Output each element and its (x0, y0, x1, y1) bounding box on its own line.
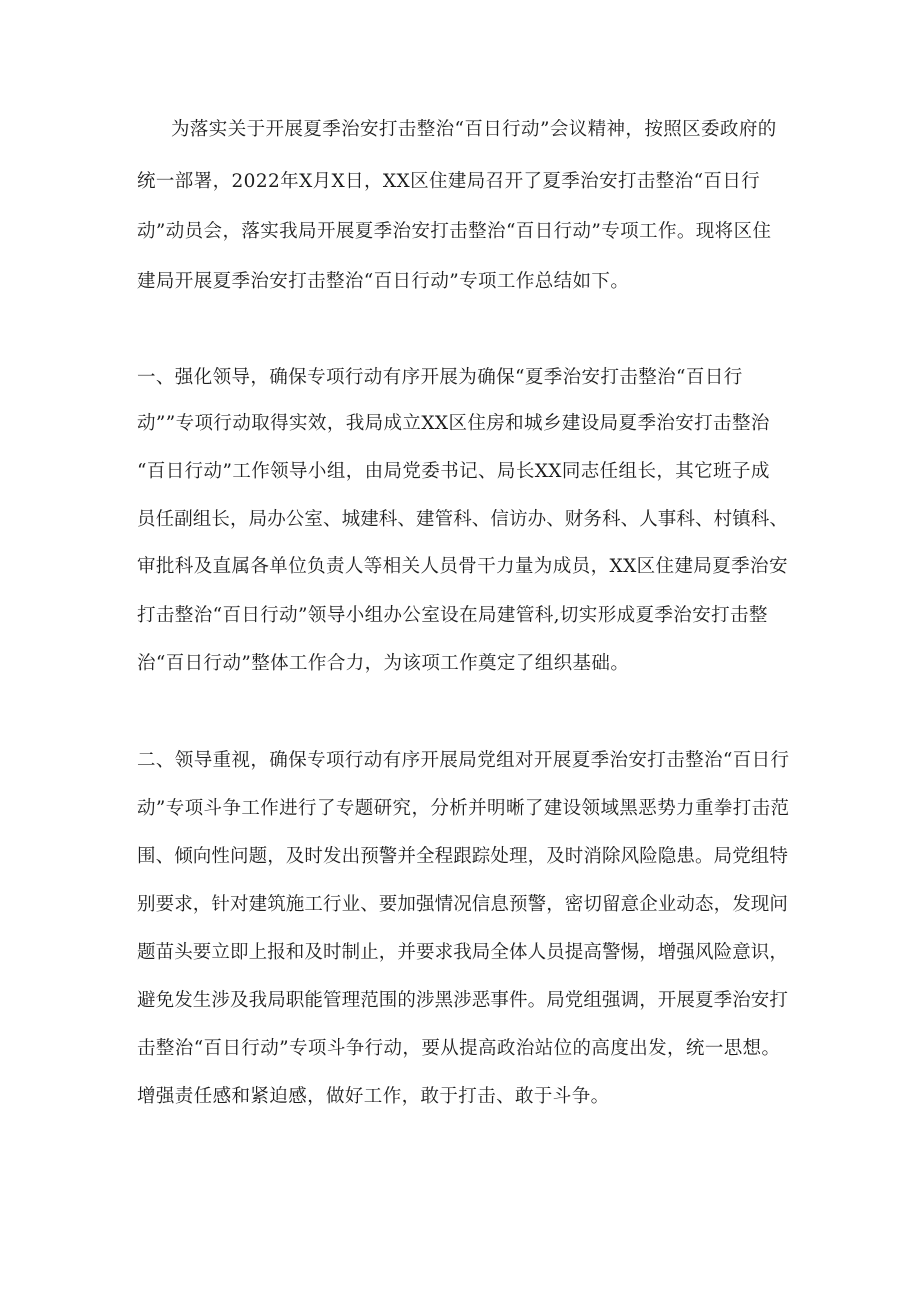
paragraph-2-line-7: 治“百日行动”整体工作合力，为该项工作奠定了组织基础。 (137, 653, 630, 674)
paragraph-3-line-1: 二、领导重视，确保专项行动有序开展局党组对开展夏季治安打击整治“百日行 (137, 750, 790, 771)
paragraph-1-line-4: 建局开展夏季治安打击整治“百日行动”专项工作总结如下。 (137, 271, 630, 292)
paragraph-3-line-2: 动”专项斗争工作进行了专题研究，分析并明晰了建设领域黑恶势力重拳打击范 (137, 798, 790, 819)
paragraph-3-line-3: 围、倾向性问题，及时发出预警并全程跟踪处理，及时消除风险隐患。局党组特 (137, 846, 789, 867)
paragraph-3-line-8: 增强责任感和紧迫感，做好工作，敢于打击、敢于斗争。 (137, 1086, 610, 1107)
paragraph-2-line-4: 员任副组长，局办公室、城建科、建管科、信访办、财务科、人事科、村镇科、 (137, 509, 789, 530)
paragraph-1-line-1: 为落实关于开展夏季治安打击整治“百日行动”会议精神，按照区委政府的 (171, 119, 777, 140)
paragraph-3-line-7: 击整治“百日行动”专项斗争行动，要从提高政治站位的高度出发，统一思想。 (137, 1038, 781, 1059)
paragraph-3-line-6: 避免发生涉及我局职能管理范围的涉黑涉恶事件。局党组强调，开展夏季治安打 (137, 990, 789, 1011)
paragraph-2-line-3: “百日行动”工作领导小组，由局党委书记、局长XX同志任组长，其它班子成 (137, 461, 770, 482)
paragraph-2-line-2: 动””专项行动取得实效，我局成立XX区住房和城乡建设局夏季治安打击整治 (137, 413, 770, 434)
paragraph-3-line-4: 别要求，针对建筑施工行业、要加强情况信息预警，密切留意企业动态，发现问 (137, 894, 789, 915)
paragraph-1-line-3: 动”动员会，落实我局开展夏季治安打击整治“百日行动”专项工作。现将区住 (137, 221, 772, 242)
paragraph-2-line-1: 一、强化领导，确保专项行动有序开展为确保“夏季治安打击整治“百日行 (137, 367, 743, 388)
paragraph-2-line-5: 审批科及直属各单位负责人等相关人员骨干力量为成员，XX区住建局夏季治安 (137, 556, 788, 577)
paragraph-1-line-2: 统一部署，2022年X月X日，XX区住建局召开了夏季治安打击整治“百日行 (137, 171, 761, 192)
paragraph-2-line-6: 打击整治“百日行动”领导小组办公室设在局建管科,切实形成夏季治安打击整 (137, 605, 768, 626)
paragraph-3-line-5: 题苗头要立即上报和及时制止，并要求我局全体人员提高警惕，增强风险意识， (137, 942, 789, 963)
